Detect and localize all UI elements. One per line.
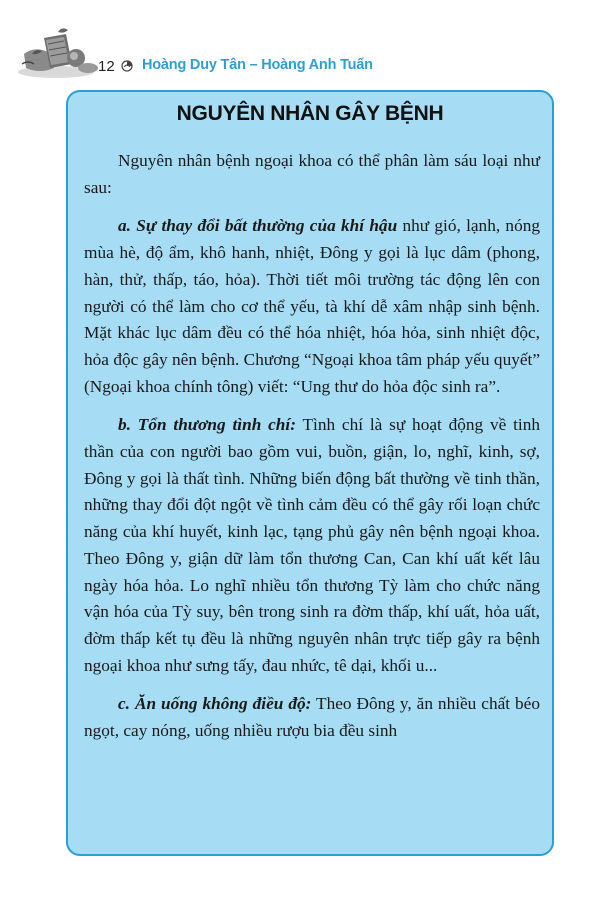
page-number: 12 bbox=[98, 58, 115, 75]
content-box bbox=[66, 90, 554, 856]
header-bullet-icon bbox=[121, 60, 133, 72]
paragraph-a-text: như gió, lạnh, nóng mùa hè, độ ẩm, khô hanh, nhiệt, Đông y gọi là lục dâm (phong, hàn, thử, thấp, táo, hỏa). Thời tiết môi trường tác động lên con người có thể làm cho cơ thể yếu, tà khí dễ xâm nhập sinh bệnh. Mặt khác lục dâm đều có thể hóa nhiệt, hóa hỏa, sinh nhiệt độc, hỏa độc gây nên bệnh. Chương “Ngoại khoa tâm pháp yếu quyết” (Ngoại khoa chính tông) viết: “Ung thư do hỏa độc sinh ra”. bbox=[84, 216, 540, 396]
paragraph-b bbox=[84, 412, 540, 679]
paragraph-a-lead: a. Sự thay đổi bất thường của khí hậu bbox=[118, 216, 398, 236]
page-header bbox=[0, 24, 612, 84]
paragraph-a bbox=[84, 213, 540, 400]
header-authors: Hoàng Duy Tân – Hoàng Anh Tuấn bbox=[142, 57, 373, 73]
section-title: NGUYÊN NHÂN GÂY BỆNH bbox=[176, 102, 444, 125]
herb-basket-illustration bbox=[14, 24, 104, 80]
paragraph-b-text: Tình chí là sự hoạt động về tinh thần của con người bao gồm vui, buồn, giận, lo, nghĩ, kinh, sợ, Đông y gọi là thất tình. Những biến động bất thường về tinh thần, những thay đổi đột ngột về tình cảm đều có thể gây rối loạn chức năng của khí huyết, kinh lạc, tạng phủ gây nên bệnh ngoại khoa. Theo Đông y, giận dữ làm tổn thương Can, Can khí uất kết lâu ngày hóa hỏa. Lo nghĩ nhiều tổn thương Tỳ làm cho chức năng vận hóa của Tỳ suy, bên trong sinh ra đờm thấp, khí uất, hỏa uất, đờm thấp kết tụ đều là những nguyên nhân trực tiếp gây ra bệnh ngoại khoa như sưng tấy, đau nhức, tê dại, khối u... bbox=[84, 415, 540, 675]
paragraph-b-lead: b. Tổn thương tình chí: bbox=[118, 415, 296, 435]
intro-paragraph: Nguyên nhân bệnh ngoại khoa có thể phân làm sáu loại như sau: bbox=[84, 151, 540, 197]
body-text bbox=[84, 148, 540, 757]
paragraph-c-lead: c. Ăn uống không điều độ: bbox=[118, 694, 312, 714]
paragraph-c bbox=[84, 691, 540, 744]
paragraph-c-text: Theo Đông y, ăn nhiều chất béo ngọt, cay nóng, uống nhiều rượu bia đều sinh bbox=[84, 694, 540, 741]
